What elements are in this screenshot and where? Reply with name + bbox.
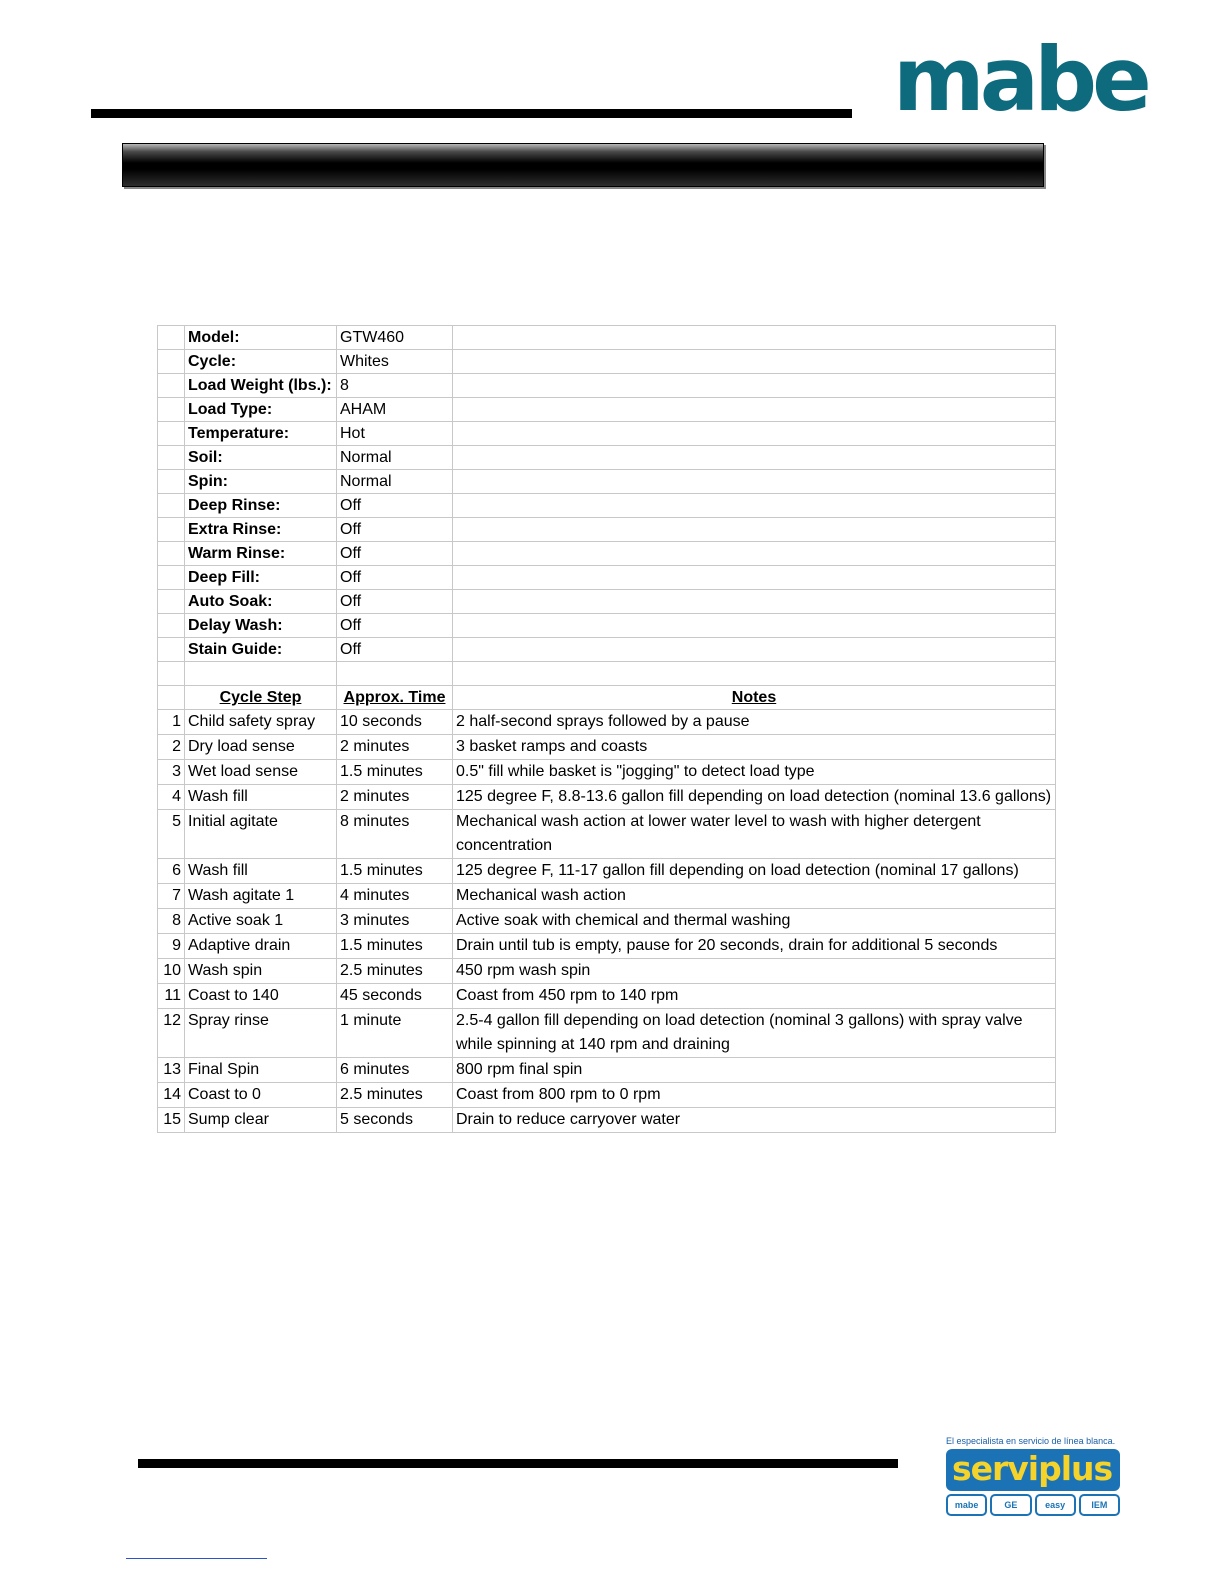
serviplus-tagline: El especialista en servicio de línea blanca. bbox=[946, 1436, 1116, 1446]
step-row bbox=[158, 1008, 1056, 1057]
settings-empty bbox=[453, 446, 1056, 470]
step-name: Spray rinse bbox=[185, 1008, 337, 1057]
step-notes: 800 rpm final spin bbox=[453, 1057, 1056, 1082]
settings-num bbox=[158, 494, 185, 518]
header-notes: Notes bbox=[453, 685, 1056, 709]
brand-ge: GE bbox=[990, 1494, 1031, 1516]
settings-label: Cycle: bbox=[185, 350, 337, 374]
settings-value: Off bbox=[337, 542, 453, 566]
settings-empty bbox=[453, 470, 1056, 494]
brand-easy: easy bbox=[1035, 1494, 1076, 1516]
step-name: Dry load sense bbox=[185, 734, 337, 759]
settings-value: Off bbox=[337, 638, 453, 662]
step-row bbox=[158, 759, 1056, 784]
step-time: 45 seconds bbox=[337, 983, 453, 1008]
step-time: 10 seconds bbox=[337, 709, 453, 734]
step-time: 8 minutes bbox=[337, 809, 453, 858]
step-notes: Mechanical wash action at lower water level to wash with higher detergent concentration bbox=[453, 809, 1056, 858]
step-time: 5 seconds bbox=[337, 1107, 453, 1132]
step-number: 4 bbox=[158, 784, 185, 809]
settings-row bbox=[158, 590, 1056, 614]
settings-num bbox=[158, 422, 185, 446]
step-row bbox=[158, 1082, 1056, 1107]
settings-num bbox=[158, 350, 185, 374]
step-name: Initial agitate bbox=[185, 809, 337, 858]
steps-rows bbox=[158, 709, 1056, 1132]
settings-label: Delay Wash: bbox=[185, 614, 337, 638]
settings-value: 8 bbox=[337, 374, 453, 398]
settings-value: Off bbox=[337, 590, 453, 614]
settings-label: Soil: bbox=[185, 446, 337, 470]
settings-num bbox=[158, 542, 185, 566]
step-name: Child safety spray bbox=[185, 709, 337, 734]
steps-header-row bbox=[158, 685, 1056, 709]
step-notes: 3 basket ramps and coasts bbox=[453, 734, 1056, 759]
step-row bbox=[158, 709, 1056, 734]
settings-label: Deep Rinse: bbox=[185, 494, 337, 518]
step-name: Active soak 1 bbox=[185, 908, 337, 933]
settings-num bbox=[158, 590, 185, 614]
step-row bbox=[158, 958, 1056, 983]
step-name: Final Spin bbox=[185, 1057, 337, 1082]
step-row bbox=[158, 734, 1056, 759]
step-number: 6 bbox=[158, 858, 185, 883]
settings-num bbox=[158, 326, 185, 350]
settings-label: Auto Soak: bbox=[185, 590, 337, 614]
step-notes: 450 rpm wash spin bbox=[453, 958, 1056, 983]
serviplus-wordmark: serviplus bbox=[946, 1449, 1120, 1491]
step-name: Sump clear bbox=[185, 1107, 337, 1132]
step-number: 7 bbox=[158, 883, 185, 908]
step-number: 13 bbox=[158, 1057, 185, 1082]
settings-value: Hot bbox=[337, 422, 453, 446]
step-notes: Mechanical wash action bbox=[453, 883, 1056, 908]
step-time: 3 minutes bbox=[337, 908, 453, 933]
settings-label: Extra Rinse: bbox=[185, 518, 337, 542]
settings-row bbox=[158, 566, 1056, 590]
step-time: 6 minutes bbox=[337, 1057, 453, 1082]
brand-iem: IEM bbox=[1079, 1494, 1120, 1516]
settings-num bbox=[158, 566, 185, 590]
step-row bbox=[158, 908, 1056, 933]
step-name: Wash fill bbox=[185, 858, 337, 883]
step-notes: 125 degree F, 8.8-13.6 gallon fill depending on load detection (nominal 13.6 gallons) bbox=[453, 784, 1056, 809]
step-notes: 125 degree F, 11-17 gallon fill depending on load detection (nominal 17 gallons) bbox=[453, 858, 1056, 883]
step-notes: Coast from 800 rpm to 0 rpm bbox=[453, 1082, 1056, 1107]
settings-empty bbox=[453, 614, 1056, 638]
spacer-section bbox=[158, 662, 1056, 686]
settings-num bbox=[158, 518, 185, 542]
step-notes: Drain to reduce carryover water bbox=[453, 1107, 1056, 1132]
step-time: 2.5 minutes bbox=[337, 1082, 453, 1107]
settings-row bbox=[158, 446, 1056, 470]
step-name: Coast to 140 bbox=[185, 983, 337, 1008]
settings-value: Off bbox=[337, 566, 453, 590]
step-number: 9 bbox=[158, 933, 185, 958]
step-number: 15 bbox=[158, 1107, 185, 1132]
settings-row bbox=[158, 614, 1056, 638]
step-name: Wash agitate 1 bbox=[185, 883, 337, 908]
step-row bbox=[158, 858, 1056, 883]
settings-num bbox=[158, 638, 185, 662]
settings-num bbox=[158, 614, 185, 638]
step-row bbox=[158, 1057, 1056, 1082]
settings-empty bbox=[453, 638, 1056, 662]
step-number: 12 bbox=[158, 1008, 185, 1057]
header-step: Cycle Step bbox=[185, 685, 337, 709]
settings-empty bbox=[453, 326, 1056, 350]
settings-section bbox=[158, 326, 1056, 662]
settings-empty bbox=[453, 374, 1056, 398]
settings-row bbox=[158, 470, 1056, 494]
step-time: 2.5 minutes bbox=[337, 958, 453, 983]
step-row bbox=[158, 784, 1056, 809]
settings-empty bbox=[453, 518, 1056, 542]
settings-num bbox=[158, 374, 185, 398]
step-number: 1 bbox=[158, 709, 185, 734]
settings-value: Off bbox=[337, 494, 453, 518]
title-bar bbox=[122, 143, 1044, 187]
step-number: 11 bbox=[158, 983, 185, 1008]
settings-label: Load Type: bbox=[185, 398, 337, 422]
settings-value: Normal bbox=[337, 470, 453, 494]
step-name: Wash spin bbox=[185, 958, 337, 983]
step-row bbox=[158, 983, 1056, 1008]
settings-row bbox=[158, 494, 1056, 518]
settings-num bbox=[158, 446, 185, 470]
step-time: 1.5 minutes bbox=[337, 933, 453, 958]
step-number: 5 bbox=[158, 809, 185, 858]
step-notes: Coast from 450 rpm to 140 rpm bbox=[453, 983, 1056, 1008]
settings-row bbox=[158, 518, 1056, 542]
settings-value: Off bbox=[337, 614, 453, 638]
cycle-table bbox=[157, 325, 1056, 1133]
step-notes: Drain until tub is empty, pause for 20 seconds, drain for additional 5 seconds bbox=[453, 933, 1056, 958]
settings-row bbox=[158, 542, 1056, 566]
step-number: 14 bbox=[158, 1082, 185, 1107]
settings-empty bbox=[453, 398, 1056, 422]
settings-row bbox=[158, 326, 1056, 350]
step-time: 1.5 minutes bbox=[337, 858, 453, 883]
step-row bbox=[158, 883, 1056, 908]
header-time: Approx. Time bbox=[337, 685, 453, 709]
step-row bbox=[158, 1107, 1056, 1132]
step-name: Wash fill bbox=[185, 784, 337, 809]
step-notes: 2 half-second sprays followed by a pause bbox=[453, 709, 1056, 734]
settings-label: Load Weight (lbs.): bbox=[185, 374, 337, 398]
settings-num bbox=[158, 398, 185, 422]
step-time: 1 minute bbox=[337, 1008, 453, 1057]
serviplus-logo bbox=[946, 1436, 1120, 1516]
brand-strip bbox=[946, 1494, 1120, 1516]
settings-label: Warm Rinse: bbox=[185, 542, 337, 566]
settings-value: Off bbox=[337, 518, 453, 542]
header-rule bbox=[91, 109, 852, 118]
step-name: Adaptive drain bbox=[185, 933, 337, 958]
settings-value: Whites bbox=[337, 350, 453, 374]
settings-empty bbox=[453, 566, 1056, 590]
step-name: Coast to 0 bbox=[185, 1082, 337, 1107]
step-notes: 0.5" fill while basket is "jogging" to detect load type bbox=[453, 759, 1056, 784]
step-name: Wet load sense bbox=[185, 759, 337, 784]
step-notes: 2.5-4 gallon fill depending on load detection (nominal 3 gallons) with spray valve while spinning at 140 rpm and draining bbox=[453, 1008, 1056, 1057]
settings-label: Stain Guide: bbox=[185, 638, 337, 662]
steps-section bbox=[158, 685, 1056, 709]
step-number: 8 bbox=[158, 908, 185, 933]
step-number: 3 bbox=[158, 759, 185, 784]
settings-empty bbox=[453, 350, 1056, 374]
step-time: 1.5 minutes bbox=[337, 759, 453, 784]
footer-link-line bbox=[126, 1558, 267, 1559]
settings-value: Normal bbox=[337, 446, 453, 470]
step-number: 10 bbox=[158, 958, 185, 983]
settings-row bbox=[158, 638, 1056, 662]
settings-value: AHAM bbox=[337, 398, 453, 422]
step-number: 2 bbox=[158, 734, 185, 759]
settings-row bbox=[158, 350, 1056, 374]
step-time: 2 minutes bbox=[337, 784, 453, 809]
settings-label: Deep Fill: bbox=[185, 566, 337, 590]
footer-rule bbox=[138, 1459, 898, 1468]
settings-empty bbox=[453, 494, 1056, 518]
settings-label: Temperature: bbox=[185, 422, 337, 446]
settings-empty bbox=[453, 542, 1056, 566]
step-time: 4 minutes bbox=[337, 883, 453, 908]
settings-num bbox=[158, 470, 185, 494]
settings-row bbox=[158, 398, 1056, 422]
settings-empty bbox=[453, 590, 1056, 614]
step-notes: Active soak with chemical and thermal washing bbox=[453, 908, 1056, 933]
header-num bbox=[158, 685, 185, 709]
step-row bbox=[158, 809, 1056, 858]
settings-empty bbox=[453, 422, 1056, 446]
step-time: 2 minutes bbox=[337, 734, 453, 759]
settings-label: Spin: bbox=[185, 470, 337, 494]
settings-row bbox=[158, 422, 1056, 446]
blank-row bbox=[158, 662, 1056, 686]
brand-mabe: mabe bbox=[946, 1494, 987, 1516]
settings-label: Model: bbox=[185, 326, 337, 350]
settings-value: GTW460 bbox=[337, 326, 453, 350]
settings-row bbox=[158, 374, 1056, 398]
mabe-logo: mabe bbox=[893, 28, 1147, 131]
step-row bbox=[158, 933, 1056, 958]
